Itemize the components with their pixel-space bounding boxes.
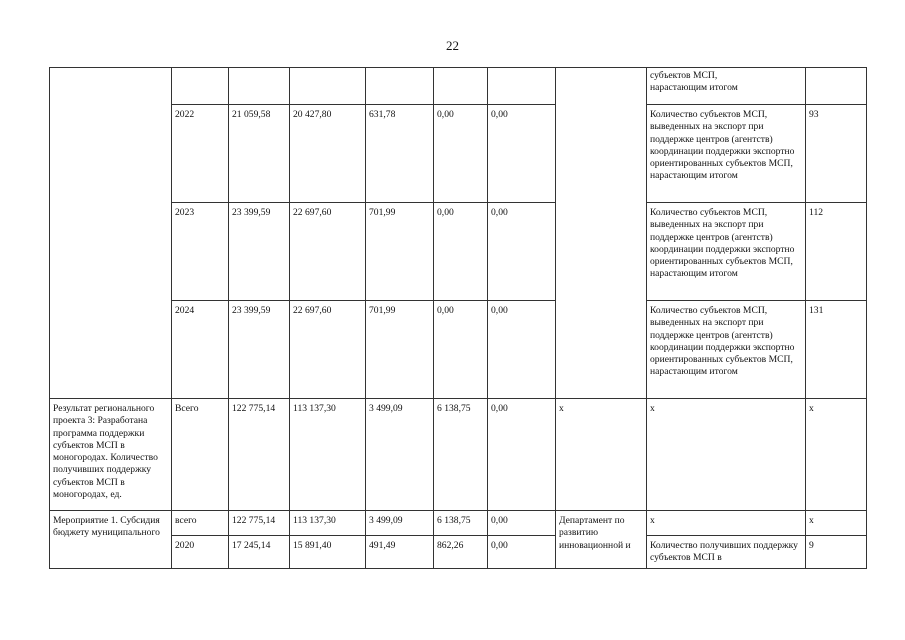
cell-other: 0,00	[488, 301, 556, 399]
cell-other: 0,00	[488, 536, 556, 569]
cell-value: х	[806, 399, 867, 511]
cell-fed: 20 427,80	[290, 105, 366, 203]
cell-fed	[290, 68, 366, 105]
program-table	[49, 67, 867, 569]
cell-total: 23 399,59	[229, 203, 290, 301]
cell-name	[50, 68, 172, 399]
cell-value: х	[806, 511, 867, 536]
cell-mun: 0,00	[434, 203, 488, 301]
cell-value: 9	[806, 536, 867, 569]
cell-fed: 113 137,30	[290, 511, 366, 536]
cell-mun: 0,00	[434, 301, 488, 399]
cell-other: 0,00	[488, 105, 556, 203]
cell-total: 23 399,59	[229, 301, 290, 399]
cell-year: 2022	[172, 105, 229, 203]
cell-fed: 113 137,30	[290, 399, 366, 511]
cell-indicator: х	[647, 511, 806, 536]
cell-total: 122 775,14	[229, 399, 290, 511]
cell-other: 0,00	[488, 203, 556, 301]
cell-total: 122 775,14	[229, 511, 290, 536]
cell-fed: 22 697,60	[290, 203, 366, 301]
cell-value	[806, 68, 867, 105]
table-row	[50, 536, 867, 569]
cell-fed: 15 891,40	[290, 536, 366, 569]
cell-total	[229, 68, 290, 105]
cell-executor: Департамент по развитию инновационной и	[556, 511, 647, 569]
cell-indicator: Количество субъектов МСП, выведенных на экспорт при поддержке центров (агентств) координации поддержки экспортно ориентированных субъектов МСП, нарастающим итогом	[647, 105, 806, 203]
cell-total: 17 245,14	[229, 536, 290, 569]
cell-reg: 3 499,09	[366, 399, 434, 511]
cell-executor	[556, 68, 647, 399]
cell-other: 0,00	[488, 399, 556, 511]
cell-executor: х	[556, 399, 647, 511]
cell-indicator: Количество субъектов МСП, выведенных на экспорт при поддержке центров (агентств) координации поддержки экспортно ориентированных субъектов МСП, нарастающим итогом	[647, 203, 806, 301]
cell-reg: 491,49	[366, 536, 434, 569]
cell-value: 131	[806, 301, 867, 399]
table-row	[50, 105, 867, 203]
cell-reg: 701,99	[366, 301, 434, 399]
page-number: 22	[446, 38, 459, 53]
cell-mun: 0,00	[434, 105, 488, 203]
cell-value: 93	[806, 105, 867, 203]
cell-year: 2023	[172, 203, 229, 301]
table-row	[50, 399, 867, 511]
cell-reg: 701,99	[366, 203, 434, 301]
cell-year: Всего	[172, 399, 229, 511]
cell-reg: 3 499,09	[366, 511, 434, 536]
table-row	[50, 301, 867, 399]
cell-name: Результат регионального проекта 3: Разработана программа поддержки субъектов МСП в моногородах. Количество получивших поддержку субъектов МСП в моногородах, ед.	[50, 399, 172, 511]
cell-reg	[366, 68, 434, 105]
cell-year: 2024	[172, 301, 229, 399]
cell-year	[172, 68, 229, 105]
table-row	[50, 203, 867, 301]
cell-total: 21 059,58	[229, 105, 290, 203]
cell-indicator: Количество субъектов МСП, выведенных на экспорт при поддержке центров (агентств) координации поддержки экспортно ориентированных субъектов МСП, нарастающим итогом	[647, 301, 806, 399]
cell-mun: 6 138,75	[434, 399, 488, 511]
cell-other	[488, 68, 556, 105]
cell-year: всего	[172, 511, 229, 536]
cell-year: 2020	[172, 536, 229, 569]
table-row	[50, 511, 867, 536]
table-row	[50, 68, 867, 105]
cell-reg: 631,78	[366, 105, 434, 203]
cell-indicator: х	[647, 399, 806, 511]
cell-value: 112	[806, 203, 867, 301]
cell-indicator: субъектов МСП, нарастающим итогом	[647, 68, 806, 105]
cell-other: 0,00	[488, 511, 556, 536]
cell-mun: 6 138,75	[434, 511, 488, 536]
cell-mun: 862,26	[434, 536, 488, 569]
cell-fed: 22 697,60	[290, 301, 366, 399]
cell-indicator: Количество получивших поддержку субъектов МСП в	[647, 536, 806, 569]
cell-mun	[434, 68, 488, 105]
cell-name: Мероприятие 1. Субсидия бюджету муниципального	[50, 511, 172, 569]
